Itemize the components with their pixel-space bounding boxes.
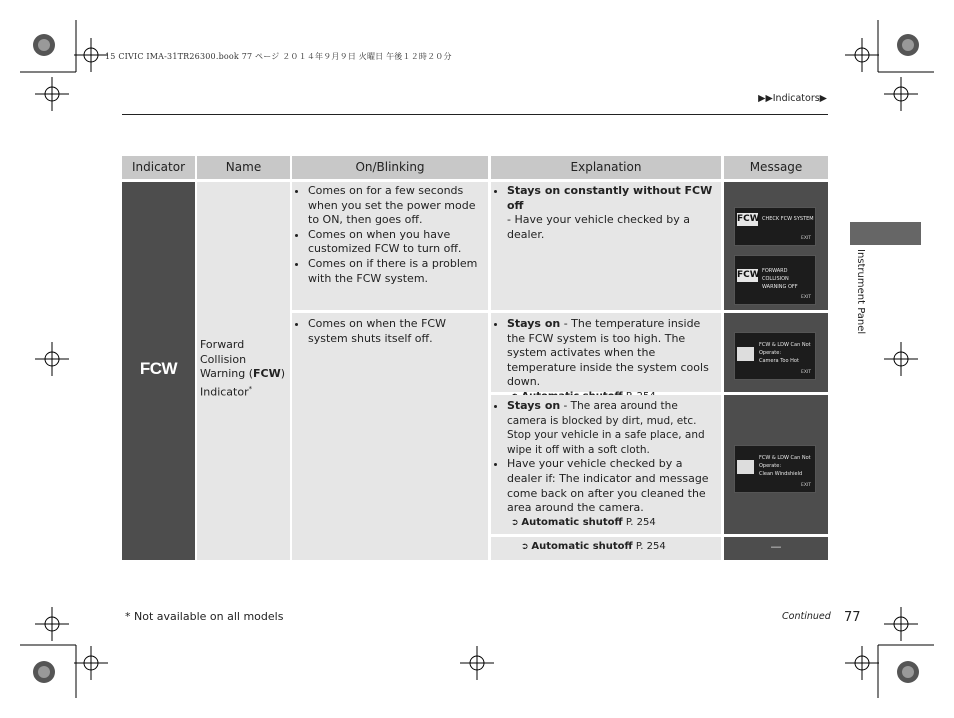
name-line3: Warning (FCW)	[200, 367, 286, 381]
on-blinking-row2	[292, 313, 488, 560]
explanation-row1	[491, 182, 721, 310]
arrow-icon: ➲	[511, 517, 522, 528]
list-item: • Comes on for a few seconds when you set the power mode to ON, then goes off.	[308, 184, 484, 228]
ref-link[interactable]: ➲ Automatic shutoff P. 254	[511, 516, 656, 528]
header-name: Name	[197, 156, 290, 179]
camera-warning-icon	[737, 460, 754, 474]
message-row4: —	[724, 537, 828, 560]
message-screen-fcw-off: FCW FORWARD COLLISION WARNING OFF EXIT	[734, 255, 816, 305]
fcw-logo-icon: FCW	[737, 214, 760, 224]
page-number: 77	[844, 610, 861, 625]
fcw-indicator-icon: FCW	[139, 359, 178, 378]
name-line4: Indicator*	[200, 384, 253, 399]
side-tab-label: Instrument Panel	[855, 249, 866, 335]
list-item: • Stays on - The temperature inside the FCW system is too high. The system activates when the temperature inside the system cools down.	[507, 317, 717, 390]
footnote: * Not available on all models	[125, 610, 284, 623]
ref-link[interactable]: ➲ Automatic shutoff P. 254	[521, 541, 666, 552]
on-blinking-row1	[292, 182, 488, 310]
message-row1	[724, 182, 828, 310]
message-screen-clean-windshield: FCW & LDW Can Not Operate: Clean Windshield EXIT	[734, 445, 816, 493]
list-item: • Stays on - The area around the camera is blocked by dirt, mud, etc. Stop your vehicle in a safe place, and wipe it off with a soft cloth.	[507, 399, 717, 457]
list-item: • Have your vehicle checked by a dealer if: The indicator and message come back on after you cleaned the area around the camera.	[507, 457, 717, 515]
header-rule	[122, 114, 828, 115]
message-screen-camera-hot: FCW & LDW Can Not Operate: Camera Too Hot EXIT	[734, 332, 816, 380]
print-header: 15 CIVIC IMA-31TR26300.book 77 ページ ２０１４年９月９日 火曜日 午後１２時２０分	[105, 52, 452, 61]
side-tab	[850, 222, 921, 245]
list-item: • Stays on constantly without FCW off - Have your vehicle checked by a dealer.	[507, 184, 717, 242]
header-indicator: Indicator	[122, 156, 195, 179]
message-screen-check-fcw: FCW CHECK FCW SYSTEM EXIT	[734, 207, 816, 246]
explanation-row3	[491, 395, 721, 534]
name-cell	[197, 182, 290, 560]
header-explanation: Explanation	[491, 156, 721, 179]
header-on-blinking: On/Blinking	[292, 156, 488, 179]
camera-warning-icon	[737, 347, 754, 361]
name-line2: Collision	[200, 352, 247, 366]
explanation-row4	[491, 537, 721, 560]
list-item: • Comes on if there is a problem with the FCW system.	[308, 257, 484, 286]
fcw-logo-icon: FCW	[737, 270, 760, 280]
message-row3	[724, 395, 828, 534]
list-item: • Comes on when you have customized FCW to turn off.	[308, 228, 484, 257]
message-row2	[724, 313, 828, 392]
breadcrumb: ▶▶Indicators▶	[758, 93, 827, 104]
explanation-row2	[491, 313, 721, 392]
arrow-icon: ➲	[521, 542, 532, 552]
list-item: • Comes on when the FCW system shuts itself off.	[308, 317, 484, 346]
header-message: Message	[724, 156, 828, 179]
continued-label: Continued	[782, 611, 831, 622]
name-line1: Forward	[200, 338, 245, 351]
indicator-cell	[122, 182, 195, 560]
